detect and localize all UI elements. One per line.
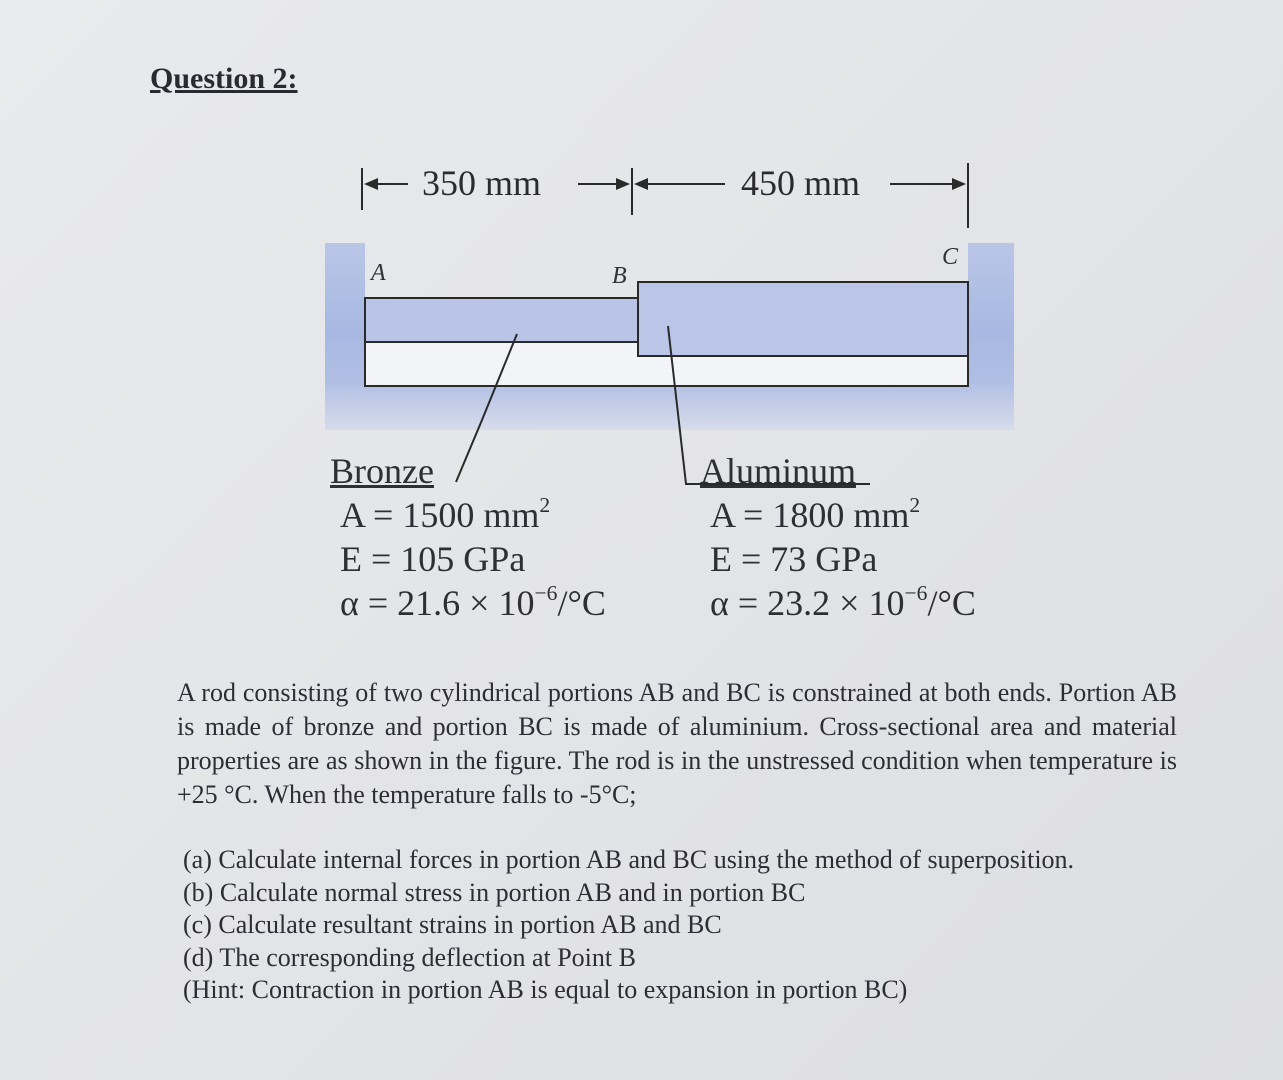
question-list: [183, 844, 1183, 1007]
bronze-label: Bronze: [330, 451, 434, 491]
aluminum-area: A = 1800 $mm^2$: [710, 492, 921, 535]
aluminum-modulus: E = 73 GPa: [710, 539, 878, 579]
question-item-d: (d) The corresponding deflection at Point B: [183, 942, 636, 972]
question-item-a: (a) Calculate internal forces in portion AB and BC using the method of superposition.: [183, 845, 1075, 874]
aluminum-properties: [700, 449, 976, 625]
question-hint: (Hint: Contraction in portion AB is equal to expansion in portion BC): [183, 975, 908, 1004]
question-item-b: (b) Calculate normal stress in portion AB and in portion BC: [183, 877, 806, 907]
point-c-label: C: [942, 244, 959, 270]
base-plate: [325, 385, 1014, 430]
question-title: Question 2:: [150, 62, 298, 95]
point-a-label: A: [371, 260, 386, 286]
aluminum-label: Aluminum: [700, 451, 857, 491]
point-b-label: B: [612, 263, 627, 289]
dimension-bc-label: 450 mm: [741, 163, 861, 203]
bronze-section: [365, 298, 638, 342]
bronze-properties: [330, 449, 606, 625]
bronze-area: A = 1500 $mm^2$: [340, 492, 551, 535]
question-item-c: (c) Calculate resultant strains in portion AB and BC: [183, 910, 722, 939]
aluminum-alpha: $\alpha = 23.2 \times 10^{-6}/^\circ C$: [710, 580, 976, 623]
problem-statement: A rod consisting of two cylindrical portions AB and BC is constrained at both ends. Portion AB is made of bronze and portion BC is made of aluminium. Cross-sectional area and material properties are as shown in the figure. The rod is in the unstressed condition when temperature is +25 °C. When the temperature falls to -5°C;: [177, 678, 1177, 809]
bronze-alpha: $\alpha = 21.6 \times 10^{-6}/^\circ C$: [340, 580, 606, 623]
dimension-ab-label: 350 mm: [422, 163, 542, 203]
bronze-modulus: E = 105 GPa: [340, 539, 526, 579]
